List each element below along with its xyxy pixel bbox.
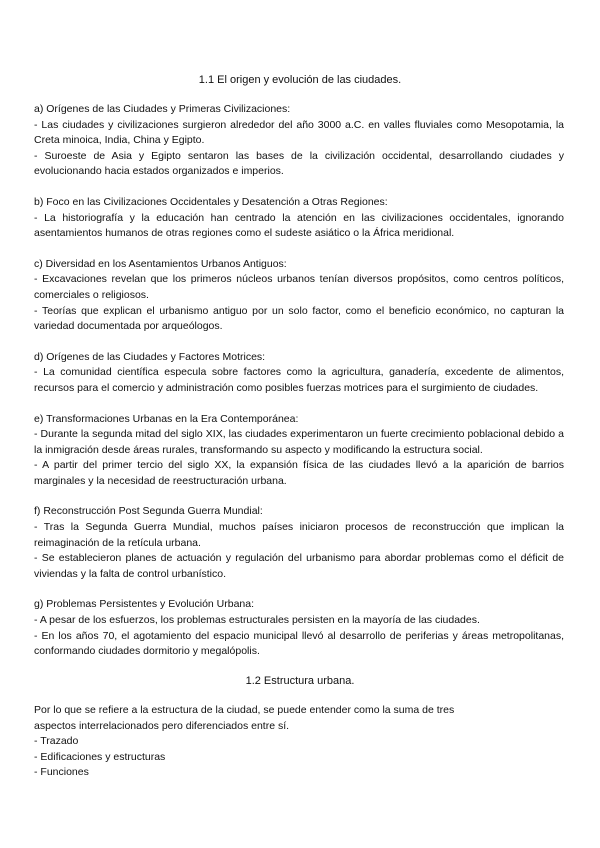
section-2-content bbox=[34, 703, 564, 781]
section-1-content bbox=[34, 102, 564, 675]
list-item: - Edificaciones y estructuras bbox=[34, 750, 166, 763]
subsection-title: b) Foco en las Civilizaciones Occidentales y Desatención a Otras Regiones: bbox=[34, 195, 388, 208]
paragraph: - Suroeste de Asia y Egipto sentaron las bases de la civilización occidental, desarrollando ciudades y evolucionando hacia estados organizados e imperios. bbox=[34, 149, 564, 178]
subsection-d bbox=[34, 350, 564, 397]
paragraph: - La comunidad científica especula sobre factores como la agricultura, ganadería, excedente de alimentos, recursos para el comercio y administración como posibles fuerzas motrices para el surgimiento de ciudades. bbox=[34, 366, 564, 394]
subsection-e bbox=[34, 412, 564, 490]
subsection-a bbox=[34, 102, 564, 180]
paragraph: - Se establecieron planes de actuación y regulación del urbanismo para abordar problemas como el déficit de viviendas y la falta de control urbanístico. bbox=[34, 552, 564, 580]
list-item: - Trazado bbox=[34, 735, 79, 748]
subsection-title: c) Diversidad en los Asentamientos Urbanos Antiguos: bbox=[34, 257, 287, 270]
subsection-title: a) Orígenes de las Ciudades y Primeras Civilizaciones: bbox=[34, 103, 291, 115]
list-item: - Funciones bbox=[34, 766, 89, 779]
subsection-b bbox=[34, 195, 564, 242]
paragraph: - Excavaciones revelan que los primeros núcleos urbanos tenían diversos propósitos, como centros políticos, comerciales o religiosos. bbox=[34, 273, 564, 301]
paragraph: - A pesar de los esfuerzos, los problemas estructurales persisten en la mayoría de las ciudades. bbox=[34, 614, 480, 627]
intro-line: aspectos interrelacionados pero diferenciados entre sí. bbox=[34, 719, 290, 732]
subsection-g bbox=[34, 597, 564, 659]
paragraph: - Las ciudades y civilizaciones surgieron alrededor del año 3000 a.C. en valles fluviales como Mesopotamia, la Creta minoica, India, China y Egipto. bbox=[34, 118, 564, 147]
paragraph: - La historiografía y la educación han centrado la atención en las civilizaciones occidentales, ignorando asentamientos humanos de otras regiones como el sudeste asiático o la África meridional. bbox=[34, 211, 564, 240]
paragraph: - Tras la Segunda Guerra Mundial, muchos países iniciaron procesos de reconstrucción que implican la reimaginación de la retícula urbana. bbox=[34, 521, 564, 549]
section-1-title: 1.1 El origen y evolución de las ciudades. bbox=[198, 74, 402, 86]
subsection-c bbox=[34, 257, 564, 335]
paragraph: - A partir del primer tercio del siglo XX, la expansión física de las ciudades llevó a la aparición de barrios marginales y la necesidad de reestructuración urbana. bbox=[34, 459, 564, 487]
subsection-title: g) Problemas Persistentes y Evolución Urbana: bbox=[34, 598, 255, 611]
paragraph: - Durante la segunda mitad del siglo XIX, las ciudades experimentaron un fuerte crecimiento poblacional debido a la inmigración desde áreas rurales, transformando su aspecto y modificando la estructura social. bbox=[34, 428, 564, 456]
subsection-title: e) Transformaciones Urbanas en la Era Contemporánea: bbox=[34, 412, 299, 425]
subsection-title: d) Orígenes de las Ciudades y Factores Motrices: bbox=[34, 350, 266, 363]
subsection-f bbox=[34, 504, 564, 582]
paragraph: - Teorías que explican el urbanismo antiguo por un solo factor, como el beneficio económico, no capturan la variedad documentada por arqueólogos. bbox=[34, 304, 564, 333]
section-2-title: 1.2 Estructura urbana. bbox=[245, 675, 355, 687]
subsection-title: f) Reconstrucción Post Segunda Guerra Mundial: bbox=[34, 505, 263, 518]
intro-line: Por lo que se refiere a la estructura de la ciudad, se puede entender como la suma de tres bbox=[34, 704, 455, 716]
paragraph: - En los años 70, el agotamiento del espacio municipal llevó al desarrollo de periferias y áreas metropolitanas, conformando ciudades dormitorio y megalópolis. bbox=[34, 629, 564, 658]
